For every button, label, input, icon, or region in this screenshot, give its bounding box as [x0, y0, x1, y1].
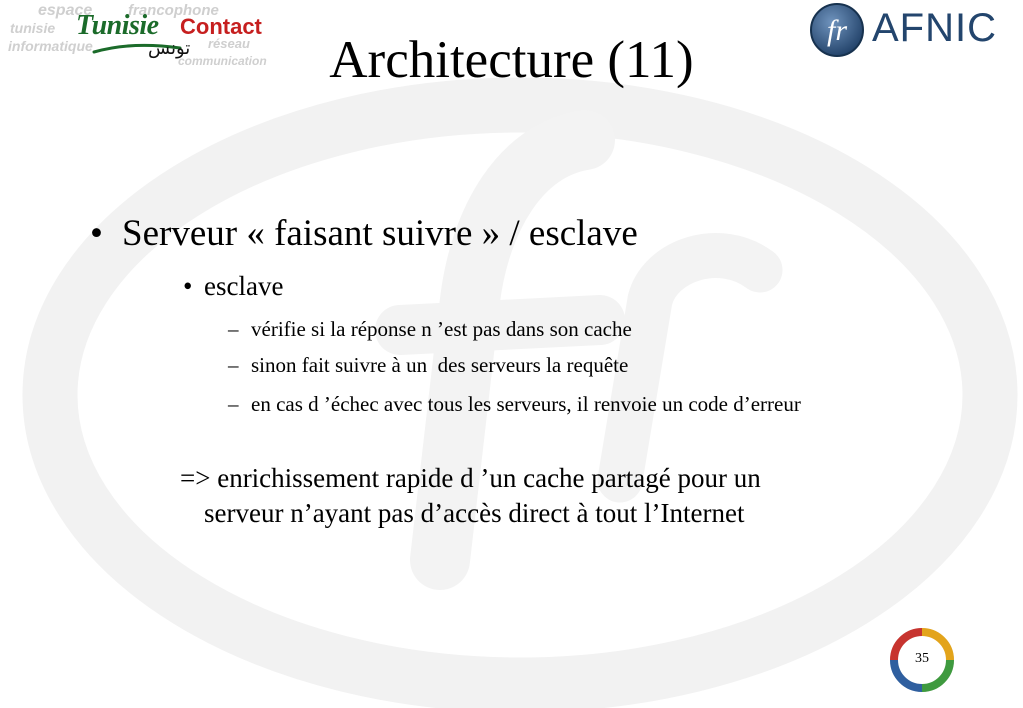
logo-bg-word: tunisie	[10, 20, 56, 36]
page-number-badge	[888, 626, 956, 694]
logo-contact-text: Contact	[180, 14, 262, 39]
logo-bg-word: informatique	[8, 38, 93, 54]
logo-tunisie-text: Tunisie	[76, 10, 159, 41]
page-number: 35	[915, 651, 929, 666]
sub-item-text: vérifie si la réponse n ’est pas dans son cache	[251, 317, 632, 341]
logo-bg-word: communication	[178, 54, 267, 68]
sub-item	[228, 350, 868, 381]
afnic-mark-text: fr	[826, 14, 848, 47]
dash-icon: –	[228, 353, 239, 377]
conclusion-text	[180, 461, 880, 531]
bullet-icon: •	[183, 271, 193, 301]
bullet-icon: •	[90, 213, 103, 254]
dash-icon: –	[228, 317, 239, 341]
bullet-level-2-text: esclave	[204, 271, 284, 301]
bullet-level-1-text: Serveur « faisant suivre » / esclave	[122, 213, 638, 254]
dash-icon: –	[228, 392, 239, 416]
sub-item-text: en cas d ’échec avec tous les serveurs, il renvoie un code d’erreur	[251, 392, 801, 416]
conclusion-line-1: => enrichissement rapide d ’un cache partagé pour un	[180, 463, 761, 493]
afnic-wordmark: AFNIC	[872, 6, 997, 50]
logo-bg-word: francophone	[128, 2, 219, 19]
sub-item-text: sinon fait suivre à un des serveurs la requête	[251, 353, 629, 377]
sub-item	[228, 389, 868, 420]
logo-bg-word: réseau	[208, 36, 250, 51]
logo-arabic-text: تونس	[148, 38, 191, 59]
page-title: Architecture (11)	[329, 31, 694, 89]
logo-bg-word: espace	[38, 2, 93, 19]
sub-item	[228, 314, 868, 345]
conclusion-line-2: serveur n’ayant pas d’accès direct à tout l’Internet	[204, 498, 745, 528]
